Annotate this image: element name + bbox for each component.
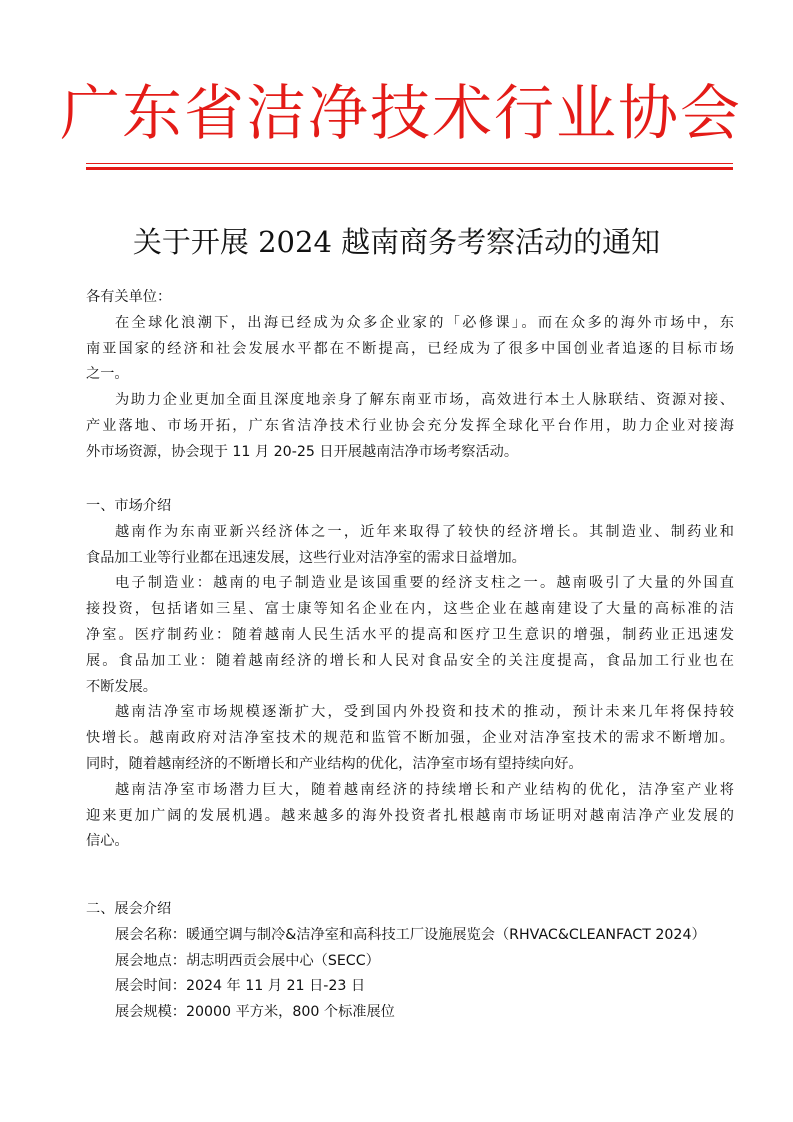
paragraph-line: 为助力企业更加全面且深度地亲身了解东南亚市场，高效进行本土人脉联结、资源对接、 <box>115 392 734 409</box>
paragraph-line: 产业落地、市场开拓，广东省洁净技术行业协会充分发挥全球化平台作用，助力企业对接海 <box>86 417 734 434</box>
notice-title: 关于开展 2024 越南商务考察活动的通知 <box>132 225 661 259</box>
market-paragraph-1 <box>86 520 734 572</box>
paragraph-line: 越南洁净室市场规模逐渐扩大，受到国内外投资和技术的推动，预计未来几年将保持较 <box>115 704 734 721</box>
paragraph-line: 展。食品加工业：随着越南经济的增长和人民对食品安全的关注度提高，食品加工行业也在 <box>86 652 734 669</box>
intro-paragraph-1 <box>86 311 734 388</box>
paragraph-line: 快增长。越南政府对洁净室技术的规范和监管不断加强，企业对洁净室技术的需求不断增加。 <box>86 730 734 747</box>
market-paragraph-2 <box>86 571 734 700</box>
section-market-intro <box>86 494 734 855</box>
salutation: 各有关单位： <box>86 289 172 305</box>
exhibition-name: 展会名称：暖通空调与制冷&洁净室和高科技工厂设施展览会（RHVAC&CLEANFACT 2024） <box>115 926 706 943</box>
organization-letterhead: 广东省洁净技术行业协会 <box>60 79 742 149</box>
market-paragraph-3 <box>86 700 734 777</box>
paragraph-line: 外市场资源，协会现于 11 月 20-25 日开展越南洁净市场考察活动。 <box>86 443 519 460</box>
market-paragraph-4 <box>86 778 734 855</box>
section-heading: 二、展会介绍 <box>86 901 172 917</box>
paragraph-line: 信心。 <box>86 833 129 850</box>
paragraph-line: 电子制造业：越南的电子制造业是该国重要的经济支柱之一。越南吸引了大量的外国直 <box>115 575 734 592</box>
section-heading: 一、市场介绍 <box>86 498 172 514</box>
paragraph-line: 在全球化浪潮下，出海已经成为众多企业家的「必修课」。而在众多的海外市场中，东 <box>115 314 734 331</box>
paragraph-line: 接投资，包括诸如三星、富士康等知名企业在内，这些企业在越南建设了大量的高标准的洁 <box>86 601 734 618</box>
intro-paragraph-2 <box>86 388 734 465</box>
paragraph-line: 迎来更加广阔的发展机遇。越来越多的海外投资者扎根越南市场证明对越南洁净产业发展的 <box>86 807 734 824</box>
section-exhibition-intro <box>86 897 734 1026</box>
letterhead-rule-thin <box>86 163 733 164</box>
paragraph-line: 越南洁净室市场潜力巨大，随着越南经济的持续增长和产业结构的优化，洁净室产业将 <box>115 781 734 798</box>
paragraph-line: 不断发展。 <box>86 678 157 695</box>
exhibition-dates: 展会时间：2024 年 11 月 21 日-23 日 <box>115 978 366 995</box>
notice-intro <box>86 285 734 466</box>
paragraph-line: 南亚国家的经济和社会发展水平都在不断提高，已经成为了很多中国创业者追逐的目标市场 <box>86 340 734 357</box>
paragraph-line: 净室。医疗制药业：随着越南人民生活水平的提高和医疗卫生意识的增强，制药业正迅速发 <box>86 626 734 643</box>
exhibition-venue: 展会地点：胡志明西贡会展中心（SECC） <box>115 952 380 969</box>
letterhead-rule-thick <box>86 167 733 170</box>
exhibition-scale: 展会规模：20000 平方米，800 个标准展位 <box>115 1004 395 1021</box>
paragraph-line: 同时，随着越南经济的不断增长和产业结构的优化，洁净室市场有望持续向好。 <box>86 755 583 772</box>
paragraph-line: 越南作为东南亚新兴经济体之一，近年来取得了较快的经济增长。其制造业、制药业和 <box>115 523 734 540</box>
paragraph-line: 食品加工业等行业都在迅速发展，这些行业对洁净室的需求日益增加。 <box>86 549 526 566</box>
paragraph-line: 之一。 <box>86 366 129 383</box>
